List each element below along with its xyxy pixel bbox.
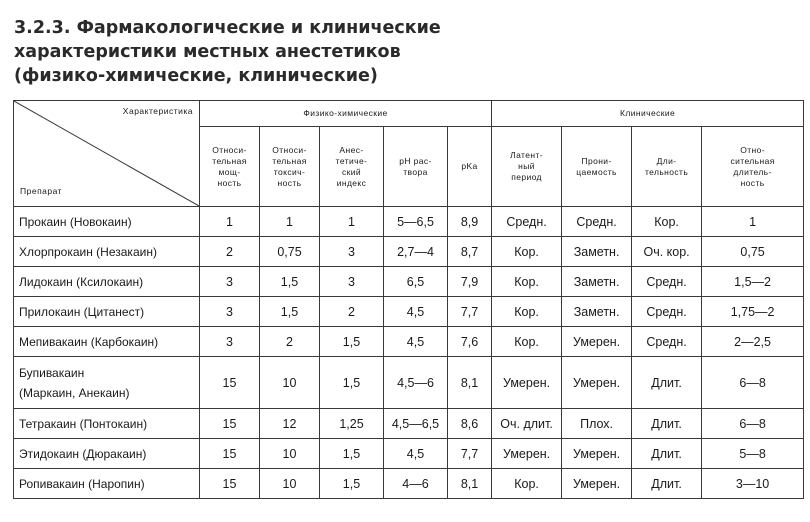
value-cell: 10	[260, 357, 320, 409]
value-cell: 0,75	[702, 237, 804, 267]
column-header-line: цаемость	[576, 166, 617, 177]
drug-name-line: Прокаин (Новокаин)	[19, 214, 132, 229]
value-cell: 1	[702, 207, 804, 237]
column-header-line: ский	[341, 166, 362, 177]
value-cell: 2	[260, 327, 320, 357]
value-cell: 2—2,5	[702, 327, 804, 357]
value-cell: 3	[320, 237, 384, 267]
value-cell: 6,5	[384, 267, 448, 297]
column-header-line: тетиче-	[335, 155, 368, 166]
value-cell: Средн.	[562, 207, 632, 237]
value-cell: 1	[320, 207, 384, 237]
table-row	[14, 439, 804, 469]
group-physchem: Физико-химические	[200, 101, 492, 127]
column-header-line: тельная	[212, 155, 247, 166]
value-cell: 8,1	[448, 357, 492, 409]
value-cell: 4,5—6,5	[384, 409, 448, 439]
value-cell: 10	[260, 439, 320, 469]
value-cell: 1,25	[320, 409, 384, 439]
column-header-line: Прони-	[581, 155, 612, 166]
value-cell: Оч. длит.	[492, 409, 562, 439]
column-header-line: ный	[518, 161, 535, 171]
value-cell: 0,75	[260, 237, 320, 267]
value-cell: 4—6	[384, 469, 448, 499]
column-header	[702, 127, 804, 207]
value-cell: Кор.	[492, 297, 562, 327]
value-cell: 15	[200, 469, 260, 499]
value-cell: 3	[200, 267, 260, 297]
table-row	[14, 267, 804, 297]
value-cell: 12	[260, 409, 320, 439]
column-header	[492, 127, 562, 207]
value-cell: 4,5	[384, 297, 448, 327]
column-header-line: тельная	[272, 155, 307, 166]
table-body	[14, 207, 804, 499]
drug-name-cell	[14, 267, 200, 297]
drug-name-cell	[14, 469, 200, 499]
value-cell: 2	[200, 237, 260, 267]
drug-name-cell	[14, 237, 200, 267]
value-cell: 8,6	[448, 409, 492, 439]
value-cell: 1	[260, 207, 320, 237]
column-header	[320, 127, 384, 207]
value-cell: 3	[200, 297, 260, 327]
value-cell: 8,7	[448, 237, 492, 267]
column-header-line: Отно-	[740, 144, 765, 155]
drug-name-cell	[14, 409, 200, 439]
column-header-line: токсич-	[273, 166, 306, 177]
value-cell: 15	[200, 409, 260, 439]
value-cell: 7,6	[448, 327, 492, 357]
value-cell: Длит.	[632, 409, 702, 439]
anesthetics-table	[13, 100, 804, 499]
value-cell: 6—8	[702, 409, 804, 439]
column-header-line: сительная	[730, 155, 775, 166]
column-header	[562, 127, 632, 207]
column-header	[448, 127, 492, 207]
value-cell: 2	[320, 297, 384, 327]
drug-name-cell	[14, 357, 200, 409]
table-row	[14, 237, 804, 267]
title-line-3: (физико-химические, клинические)	[14, 66, 378, 86]
corner-characteristic-label: Характеристика	[122, 106, 193, 116]
column-header-line: тельность	[644, 166, 689, 177]
column-header-line: Относи-	[212, 144, 247, 155]
value-cell: 3	[200, 327, 260, 357]
value-cell: Средн.	[632, 327, 702, 357]
value-cell: Кор.	[492, 327, 562, 357]
column-header-line: твора	[403, 166, 428, 177]
value-cell: Заметн.	[562, 267, 632, 297]
column-header-line: pKa	[461, 161, 478, 171]
column-header-line: Относи-	[272, 144, 307, 155]
column-header-line: Дли-	[656, 155, 677, 166]
drug-name-line: Бупивакаин	[19, 365, 85, 380]
value-cell: 1,5	[260, 267, 320, 297]
value-cell: Длит.	[632, 439, 702, 469]
value-cell: Средн.	[632, 267, 702, 297]
column-header-line: ность	[217, 177, 242, 188]
column-header	[260, 127, 320, 207]
value-cell: 15	[200, 357, 260, 409]
value-cell: 1	[200, 207, 260, 237]
drug-name-line: (Маркаин, Анекаин)	[19, 385, 130, 400]
value-cell: 5—8	[702, 439, 804, 469]
value-cell: Плох.	[562, 409, 632, 439]
value-cell: Средн.	[492, 207, 562, 237]
table-row	[14, 297, 804, 327]
column-header-line: индекс	[336, 177, 367, 188]
title-line-1: 3.2.3. Фармакологические и клинические	[14, 18, 441, 38]
value-cell: Кор.	[492, 469, 562, 499]
drug-name-cell	[14, 207, 200, 237]
drug-name-line: Этидокаин (Дюракаин)	[19, 446, 147, 461]
value-cell: Умерен.	[562, 327, 632, 357]
column-header	[200, 127, 260, 207]
drug-name-line: Мепивакаин (Карбокаин)	[19, 334, 159, 349]
table-row	[14, 327, 804, 357]
header-group-row	[14, 101, 804, 127]
column-header	[632, 127, 702, 207]
drug-name-line: Лидокаин (Ксилокаин)	[19, 274, 144, 289]
column-header-line: период	[511, 172, 542, 182]
table-row	[14, 357, 804, 409]
value-cell: 1,5	[320, 439, 384, 469]
value-cell: 1,75—2	[702, 297, 804, 327]
value-cell: Заметн.	[562, 297, 632, 327]
value-cell: 7,7	[448, 439, 492, 469]
value-cell: Умерен.	[562, 469, 632, 499]
column-header-line: Латент-	[510, 150, 543, 160]
value-cell: 4,5	[384, 439, 448, 469]
value-cell: Умерен.	[562, 357, 632, 409]
column-header-line: длитель-	[733, 166, 772, 177]
column-header-line: ность	[277, 177, 302, 188]
column-header	[384, 127, 448, 207]
drug-name-line: Прилокаин (Цитанест)	[19, 304, 145, 319]
value-cell: 1,5—2	[702, 267, 804, 297]
table-row	[14, 469, 804, 499]
value-cell: 7,9	[448, 267, 492, 297]
value-cell: Кор.	[632, 207, 702, 237]
column-header-line: ность	[740, 177, 765, 188]
value-cell: 7,7	[448, 297, 492, 327]
value-cell: Умерен.	[492, 357, 562, 409]
drug-name-cell	[14, 297, 200, 327]
value-cell: 1,5	[320, 469, 384, 499]
drug-name-cell	[14, 439, 200, 469]
value-cell: 1,5	[260, 297, 320, 327]
value-cell: Умерен.	[492, 439, 562, 469]
value-cell: Кор.	[492, 267, 562, 297]
value-cell: 15	[200, 439, 260, 469]
value-cell: 4,5	[384, 327, 448, 357]
value-cell: 3—10	[702, 469, 804, 499]
drug-name-line: Хлорпрокаин (Незакаин)	[19, 244, 157, 259]
drug-name-cell	[14, 327, 200, 357]
value-cell: Кор.	[492, 237, 562, 267]
column-header-line: pH рас-	[399, 155, 432, 166]
table-row	[14, 409, 804, 439]
drug-name-line: Ропивакаин (Наропин)	[19, 476, 145, 491]
column-header-line: Анес-	[339, 144, 364, 155]
value-cell: Длит.	[632, 357, 702, 409]
value-cell: 8,9	[448, 207, 492, 237]
value-cell: 4,5—6	[384, 357, 448, 409]
title-line-2: характеристики местных анестетиков	[14, 42, 401, 62]
value-cell: 10	[260, 469, 320, 499]
group-clinical: Клинические	[492, 101, 804, 127]
value-cell: Заметн.	[562, 237, 632, 267]
value-cell: 2,7—4	[384, 237, 448, 267]
value-cell: 3	[320, 267, 384, 297]
value-cell: Длит.	[632, 469, 702, 499]
page-title	[14, 16, 794, 88]
value-cell: 1,5	[320, 327, 384, 357]
value-cell: Умерен.	[562, 439, 632, 469]
drug-name-line: Тетракаин (Понтокаин)	[19, 416, 148, 431]
value-cell: 8,1	[448, 469, 492, 499]
corner-header	[14, 101, 200, 207]
value-cell: 6—8	[702, 357, 804, 409]
value-cell: 1,5	[320, 357, 384, 409]
value-cell: Средн.	[632, 297, 702, 327]
corner-drug-label: Препарат	[20, 186, 63, 196]
value-cell: Оч. кор.	[632, 237, 702, 267]
column-header-line: мощ-	[218, 166, 241, 177]
table-row	[14, 207, 804, 237]
value-cell: 5—6,5	[384, 207, 448, 237]
